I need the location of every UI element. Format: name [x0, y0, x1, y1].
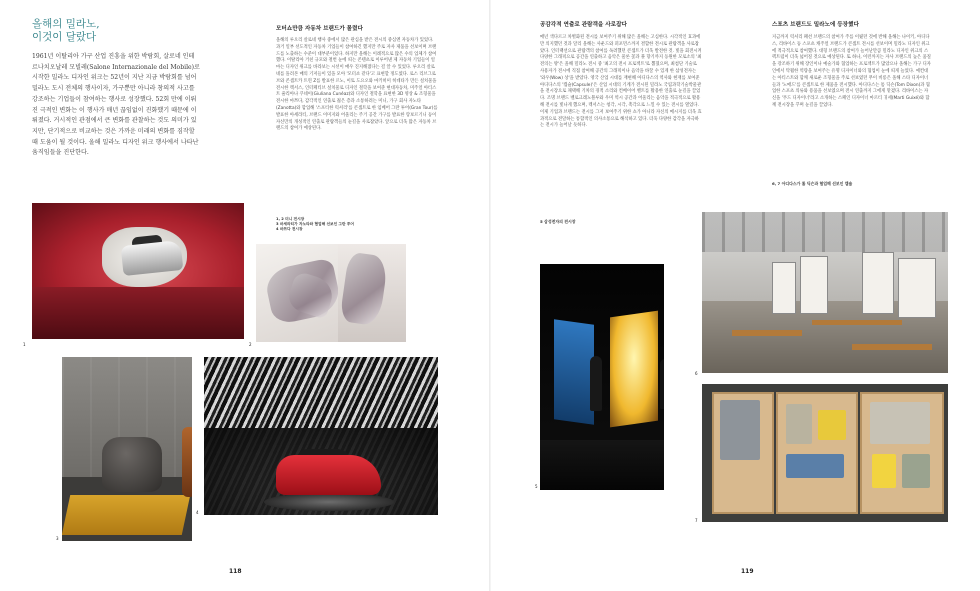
section-heading-automotive: 모터쇼만큼 자동차 브랜드가 몰렸다 — [276, 26, 363, 32]
title-line-2: 이것이 달랐다 — [32, 31, 97, 43]
caption-5: 5 삼성전자의 전시장 — [540, 219, 576, 224]
title-line-1: 올해의 밀라노, — [32, 18, 100, 30]
photo-number-5: 5 — [535, 484, 538, 489]
photo-adidas-flat-lay — [702, 384, 948, 522]
page-number-right: 119 — [741, 568, 754, 575]
caption-6-7: 6, 7 아디다스가 톰 딕슨과 협업해 선보인 캡슐 — [772, 181, 853, 186]
photo-number-4: 4 — [196, 510, 199, 515]
section-body-automotive: 올해의 루오리 살로네 행사 중에서 많은 관심을 받은 전시의 중심엔 자동차가 있었다. 과거 일부 선도적인 자동차 기업들이 참여하긴 했지만 주로 자사 제품을 선보이며 브랜드를 노출하는 수준이 대부분이었다. 하지만 올해는 이례적으로 많은 수의 업체가 참여했다. 이탈리아 거친 규모와 철번 눈에 띄는 콘텐츠로 이루어낸 제 자동차 기업들이 얼마는 디자인 위크를 바라보는 시선이 매우 진지해졌다는 걸 알 수 있었다. 루오리 살로네를 돌려본 매의 기저들이 있을 모아 '모터쇼 같다'고 표현할 정도였다. 로스 리브그로브와 콘셉트카 트윈 Z를 발표한 르노, 이토 도요오와 마키히미 히데타가 만든 설치물을 전시한 렉서스, 인터페티브 설치물로 디자인 철학을 보여준 현대자동차, 미주얼 아티스트 줄리아나 쿠네이(Giuliana Cunéaz)와 디자인 철학을 표현한 3D 영상 & 조형물을 전시한 마쯔다, 감각적인 연출로 젊은 층과 소통하려는 미니, 가구 회사 자노타(Zanotta)와 합업해 '스포티한 럭셔리'를 콘셉트로 한 임베어 그란 투어(Gran Tour)를 발표한 아세라티, 브랜드 이미지와 어울리는 주거 공간 가구를 발표한 랑보르기니 등이 자신만의 개성적인 연출로 관람객들의 눈길을 사로잡았다. 앞으로 더욱 많은 자동차 브랜드의 참여가 예상된다. — [276, 38, 438, 132]
photo-number-7: 7 — [695, 518, 698, 523]
photo-mini-red-wall — [32, 203, 244, 339]
photo-number-2: 2 — [249, 342, 252, 347]
photo-mini-sculpture-detail — [338, 244, 406, 342]
article-title — [32, 18, 232, 44]
photo-mazda-red-car — [204, 357, 438, 515]
caption-4: 4 마쯔다 전시장 — [276, 227, 303, 231]
photo-captions-left — [276, 217, 354, 232]
photo-number-6: 6 — [695, 371, 698, 376]
section-body-sports-brands: 지금까지 럭셔리 패션 브랜드의 참여가 주를 이뤘던 것에 반해 올해는 나이키, 아디다스, 리바이스 등 스포츠 캐주얼 브랜드가 콘셉트 전시를 선보이며 밀라노 디자인 위크에 적극적으로 참여했다. 대형 브랜드의 참여가 늘어난만큼 밀라노 디자인 위크의 스펙트럼이 더욱 넓어질 것으로 예상된다. 또 하나, 이런까지는 자사 브랜드의 높은 품질을 강조하기 위해 장인이나 예술가와 협업하는 프로젝트가 많았으나 올해는 가구 디자인에서 탁월한 역량을 보여주는 유명 디자이너와의 협업이 눈에 띄게 늘었다. 예컨대는 아티스트와 함께 새로운 조형물을 주로 선보였던 무이 비롱은 올해 스타 디자이너들과 '노매드'를 콘셉트로 한 제품을 전시했다. 아디다스는 톰 딕슨(Tom Dixon)과 협업한 스포츠 의류와 용품을 선보였으며 전시 연출까지 그에게 맡겼다. 리바이스는 자신을 '푸드 디자이너'라고 소개하는 스페인 디자이너 마르티 귀세(Marti Guixé)와 함께 전시장을 꾸며 눈길을 끌었다. — [772, 35, 931, 108]
section-body-multisensory: 매년 색다르고 차별화된 전시를 보여주기 위해 많은 올해는 고심한다. 시각적인 효과에만 의지했던 것과 달리 올해는 사운드와 퍼포먼스까지 결합한 전시로 관람객을 사로잡았다. 인터랙션으로 관람객의 참여를 독려했던 콘셉트가 더욱 발전한 것. 빛을 회전시켜 다양한 그래픽으로 공간을 연출하고 음악은 물론 꽃과 풀 향기까지 동원한 모로소의 '최전의는 방'은 올해 밀라노 전시 중 '최고의 전시 프로젝트'로 뽑혔으며, 최첨단 기술로 사용자가 전시에 직접 참여해 공간의 그래픽이나 음악을 바꿀 수 있게 한 삼성전자는 '와우(Wow) 상'을 받았다. 영국 산업 시대를 재현해 아디다스의 역사와 현재를 보여준 아디다스의 '캡슐(Capsule)'은 산업 시대의 기계가 전시된 밀라노 국립과학기술박물관을 전시장으로 채택해 기차의 경적 소리와 컨베이어 벨트를 활용한 연출로 눈길을 끌었다. 조명 브랜드 벨로크레노블루와 우미 역시 공간과 어울리는 음악을 적극적으로 활용해 전시를 빛나게 했으며, 렉서스는 청각, 시각, 촉각으로 느낄 수 있는 전시를 열었다. 이제 기업과 브랜드는 전시를 그저 보여주기 위한 쇼가 아니라 자신의 메시지를 더욱 효과적으로 전달하는 통합적인 의사소통으로 해석하고 있다. 더욱 다양한 감각을 자극하는 전시가 늘어날 듯하다. — [540, 35, 702, 129]
photo-number-3: 3 — [56, 536, 59, 541]
caption-1-2: 1, 2 미니 전시장 — [276, 217, 305, 221]
section-heading-sports-brands: 스포츠 브랜드도 밀라노에 등장했다 — [772, 22, 859, 28]
intro-paragraph: 1961년 이탈리아 가구 산업 진흥을 위한 박람회, 살로네 인테르나치오날레 모빌레(Salone Internazionale del Mobile)로 시작한 밀라노 디자인 위크는 52년이 지난 지금 박람회를 넘어 밀라노 도시 전체의 행사이자, 가구뿐만 아니라 창의적 사고를 강조하는 기업들이 참여하는 행사로 성장했다. 52회 만에 이뤄진 극적인 변화는 이 행사가 매년 끊임없이 진화했기 때문에 이뤄졌다. 거시적인 관점에서 큰 변화를 관찰하는 것도 의미가 있지만, 단기적으로 비교하는 것은 가까운 미래의 변화를 짐작할 때 도움이 될 것이다. 올해 밀라노 디자인 위크 행사에서 나타난 움직임들을 진단한다. — [32, 53, 200, 157]
photo-adidas-exhibition-hall — [702, 212, 948, 373]
photo-maserati-chair-room — [62, 357, 192, 541]
photo-samsung-projection — [540, 264, 664, 490]
photo-number-1: 1 — [23, 342, 26, 347]
page-number-left: 118 — [229, 568, 242, 575]
section-heading-multisensory: 공감각적 연출로 관람객을 사로잡다 — [540, 22, 627, 28]
caption-3: 3 마세라티가 자노타와 협업해 선보인 그란 투어 — [276, 222, 354, 226]
right-page — [490, 0, 980, 591]
